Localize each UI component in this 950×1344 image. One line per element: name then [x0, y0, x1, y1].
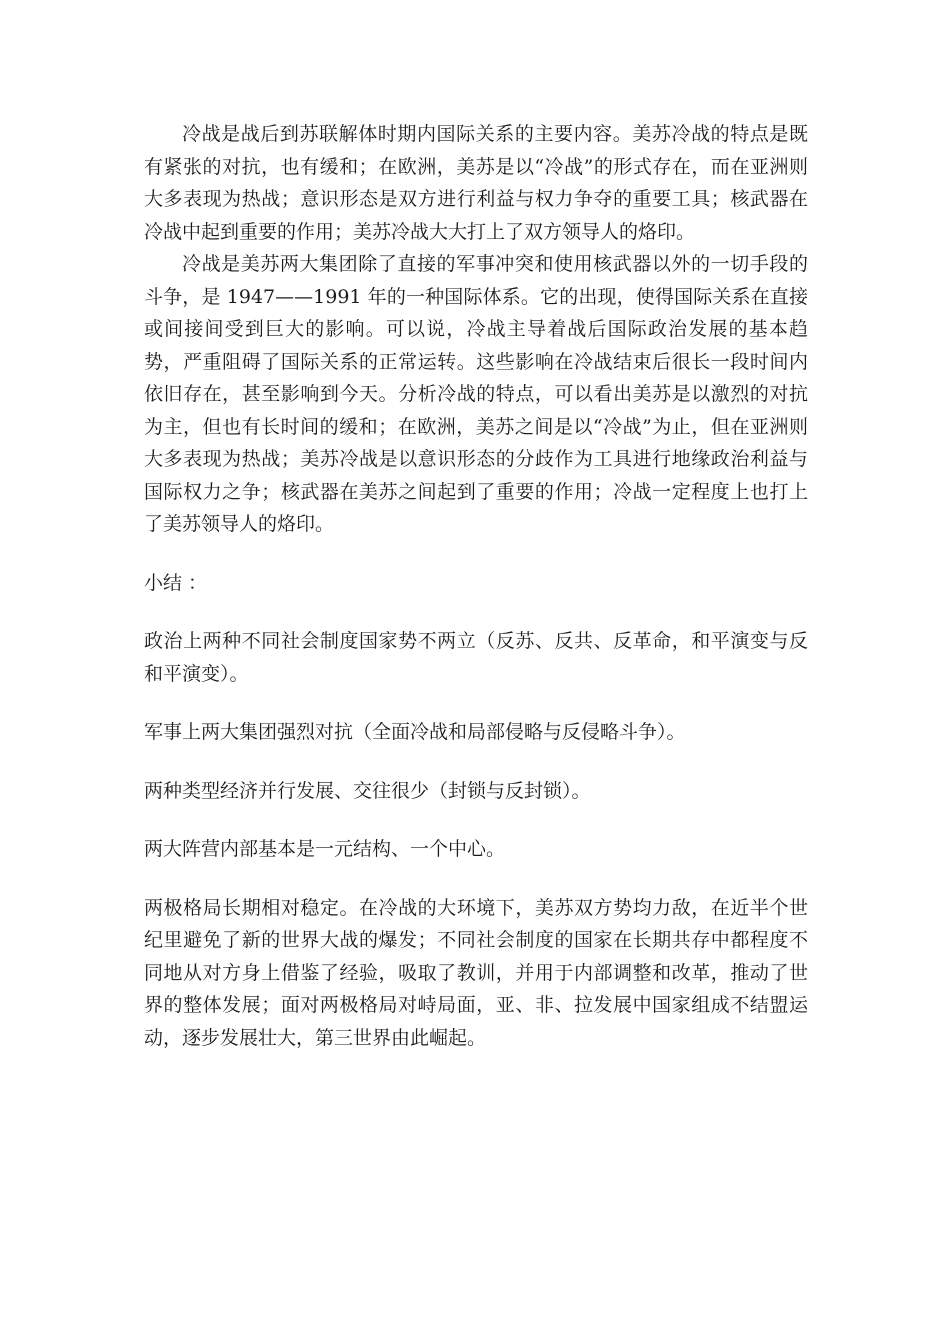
summary-item-economy: 两种类型经济并行发展、交往很少（封锁与反封锁）。: [144, 779, 591, 802]
summary-item-camp-structure: 两大阵营内部基本是一元结构、一个中心。: [144, 838, 506, 860]
paragraph-cold-war-overview: 冷战是战后到苏联解体时期内国际关系的主要内容。美苏冷战的特点是既有紧张的对抗，也有缓和；在欧洲，美苏是以“冷战”的形式存在，而在亚洲则大多表现为热战；意识形态是双方进行利益与权力争夺的重要工具；核武器在冷战中起到重要的作用；美苏冷战大大打上了双方领导人的烙印。: [144, 123, 808, 243]
summary-item-military: 军事上两大集团强烈对抗（全面冷战和局部侵略与反侵略斗争）。: [144, 721, 686, 743]
summary-heading: 小结 ：: [144, 571, 208, 594]
paragraph-cold-war-definition: 冷战是美苏两大集团除了直接的军事冲突和使用核武器以外的一切手段的斗争，是 1947——1991 年的一种国际体系。它的出现，使得国际关系在直接或间接间受到巨大的影响。可以说，冷战主导着战后国际政治发展的基本趋势，严重阻碍了国际关系的正常运转。这些影响在冷战结束后很长一段时间内依旧存在，甚至影响到今天。分析冷战的特点，可以看出美苏是以激烈的对抗为主，但也有长时间的缓和；在欧洲，美苏之间是以“冷战”为止，但在亚洲则大多表现为热战；美苏冷战是以意识形态的分歧作为工具进行地缘政治利益与国际权力之争；核武器在美苏之间起到了重要的作用；冷战一定程度上也打上了美苏领导人的烙印。: [144, 253, 808, 535]
summary-item-bipolar-stability: 两极格局长期相对稳定。在冷战的大环境下，美苏双方势均力敌，在近半个世纪里避免了新的世界大战的爆发；不同社会制度的国家在长期共存中都程度不同地从对方身上借鉴了经验，吸取了教训，并用于内部调整和改革，推动了世界的整体发展；面对两极格局对峙局面，亚、非、拉发展中国家组成不结盟运动，逐步发展壮大，第三世界由此崛起。: [144, 896, 808, 1049]
document-body: [144, 118, 808, 1054]
summary-item-politics: 政治上两种不同社会制度国家势不两立（反苏、反共、反革命，和平演变与反和平演变）。: [144, 630, 808, 685]
